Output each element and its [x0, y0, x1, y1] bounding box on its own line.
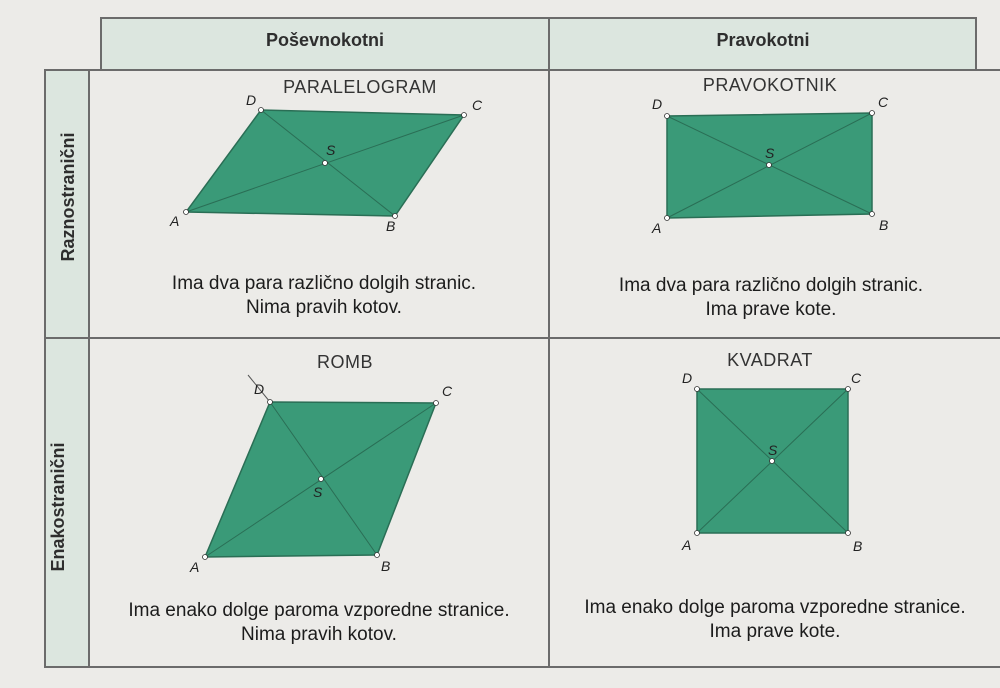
title-rectangle: PRAVOKOTNIK	[702, 75, 838, 95]
label-s: S	[313, 484, 323, 500]
square-figure	[681, 370, 862, 554]
label-s: S	[765, 145, 775, 161]
vertex-point	[268, 400, 273, 405]
center-point	[767, 163, 772, 168]
label-d: D	[254, 381, 265, 397]
label-b: B	[879, 217, 889, 233]
vertex-point	[846, 531, 851, 536]
vertex-point	[846, 387, 851, 392]
row-header-unequal: Raznostranični	[58, 132, 78, 262]
center-point	[319, 477, 324, 482]
label-c: C	[442, 383, 453, 399]
label-a: A	[652, 220, 662, 236]
desc-line: Ima enako dolge paroma vzporedne stranice.	[584, 597, 966, 618]
title-parallelogram: PARALELOGRAM	[283, 77, 437, 97]
label-b: B	[381, 558, 391, 574]
rectangle-figure	[651, 94, 889, 236]
center-point	[770, 459, 775, 464]
desc-line: Ima prave kote.	[709, 621, 841, 642]
label-a: A	[170, 213, 180, 229]
vertex-point	[434, 401, 439, 406]
desc-line: Nima pravih kotov.	[246, 297, 402, 318]
vertex-point	[375, 553, 380, 558]
vertex-point	[462, 113, 467, 118]
vertex-point	[184, 210, 189, 215]
vertex-point	[665, 216, 670, 221]
label-s: S	[326, 142, 336, 158]
rhombus-figure	[189, 375, 453, 575]
column-header-oblique: Poševnokotni	[265, 30, 385, 50]
title-square: KVADRAT	[727, 350, 813, 370]
desc-line: Ima dva para različno dolgih stranic.	[618, 275, 924, 296]
desc-line: Ima enako dolge paroma vzporedne stranice.	[128, 600, 510, 621]
center-point	[323, 161, 328, 166]
label-c: C	[878, 94, 889, 110]
title-rhombus: ROMB	[317, 352, 373, 372]
label-c: C	[472, 97, 483, 113]
vertex-point	[695, 531, 700, 536]
vertex-point	[695, 387, 700, 392]
vertex-point	[870, 212, 875, 217]
parallelogram-figure	[169, 92, 483, 234]
desc-line: Ima dva para različno dolgih stranic.	[171, 273, 477, 294]
label-d: D	[652, 96, 663, 112]
label-c: C	[851, 370, 862, 386]
label-a: A	[190, 559, 200, 575]
column-header-right: Pravokotni	[716, 30, 810, 50]
label-d: D	[682, 370, 693, 386]
label-a: A	[682, 537, 692, 553]
vertex-point	[665, 114, 670, 119]
vertex-point	[203, 555, 208, 560]
desc-line: Ima prave kote.	[705, 299, 837, 320]
label-b: B	[853, 538, 863, 554]
label-d: D	[246, 92, 257, 108]
vertex-point	[870, 111, 875, 116]
label-s: S	[768, 442, 778, 458]
vertex-point	[259, 108, 264, 113]
desc-line: Nima pravih kotov.	[241, 624, 397, 645]
label-b: B	[386, 218, 396, 234]
row-header-equal: Enakostranični	[48, 442, 68, 572]
